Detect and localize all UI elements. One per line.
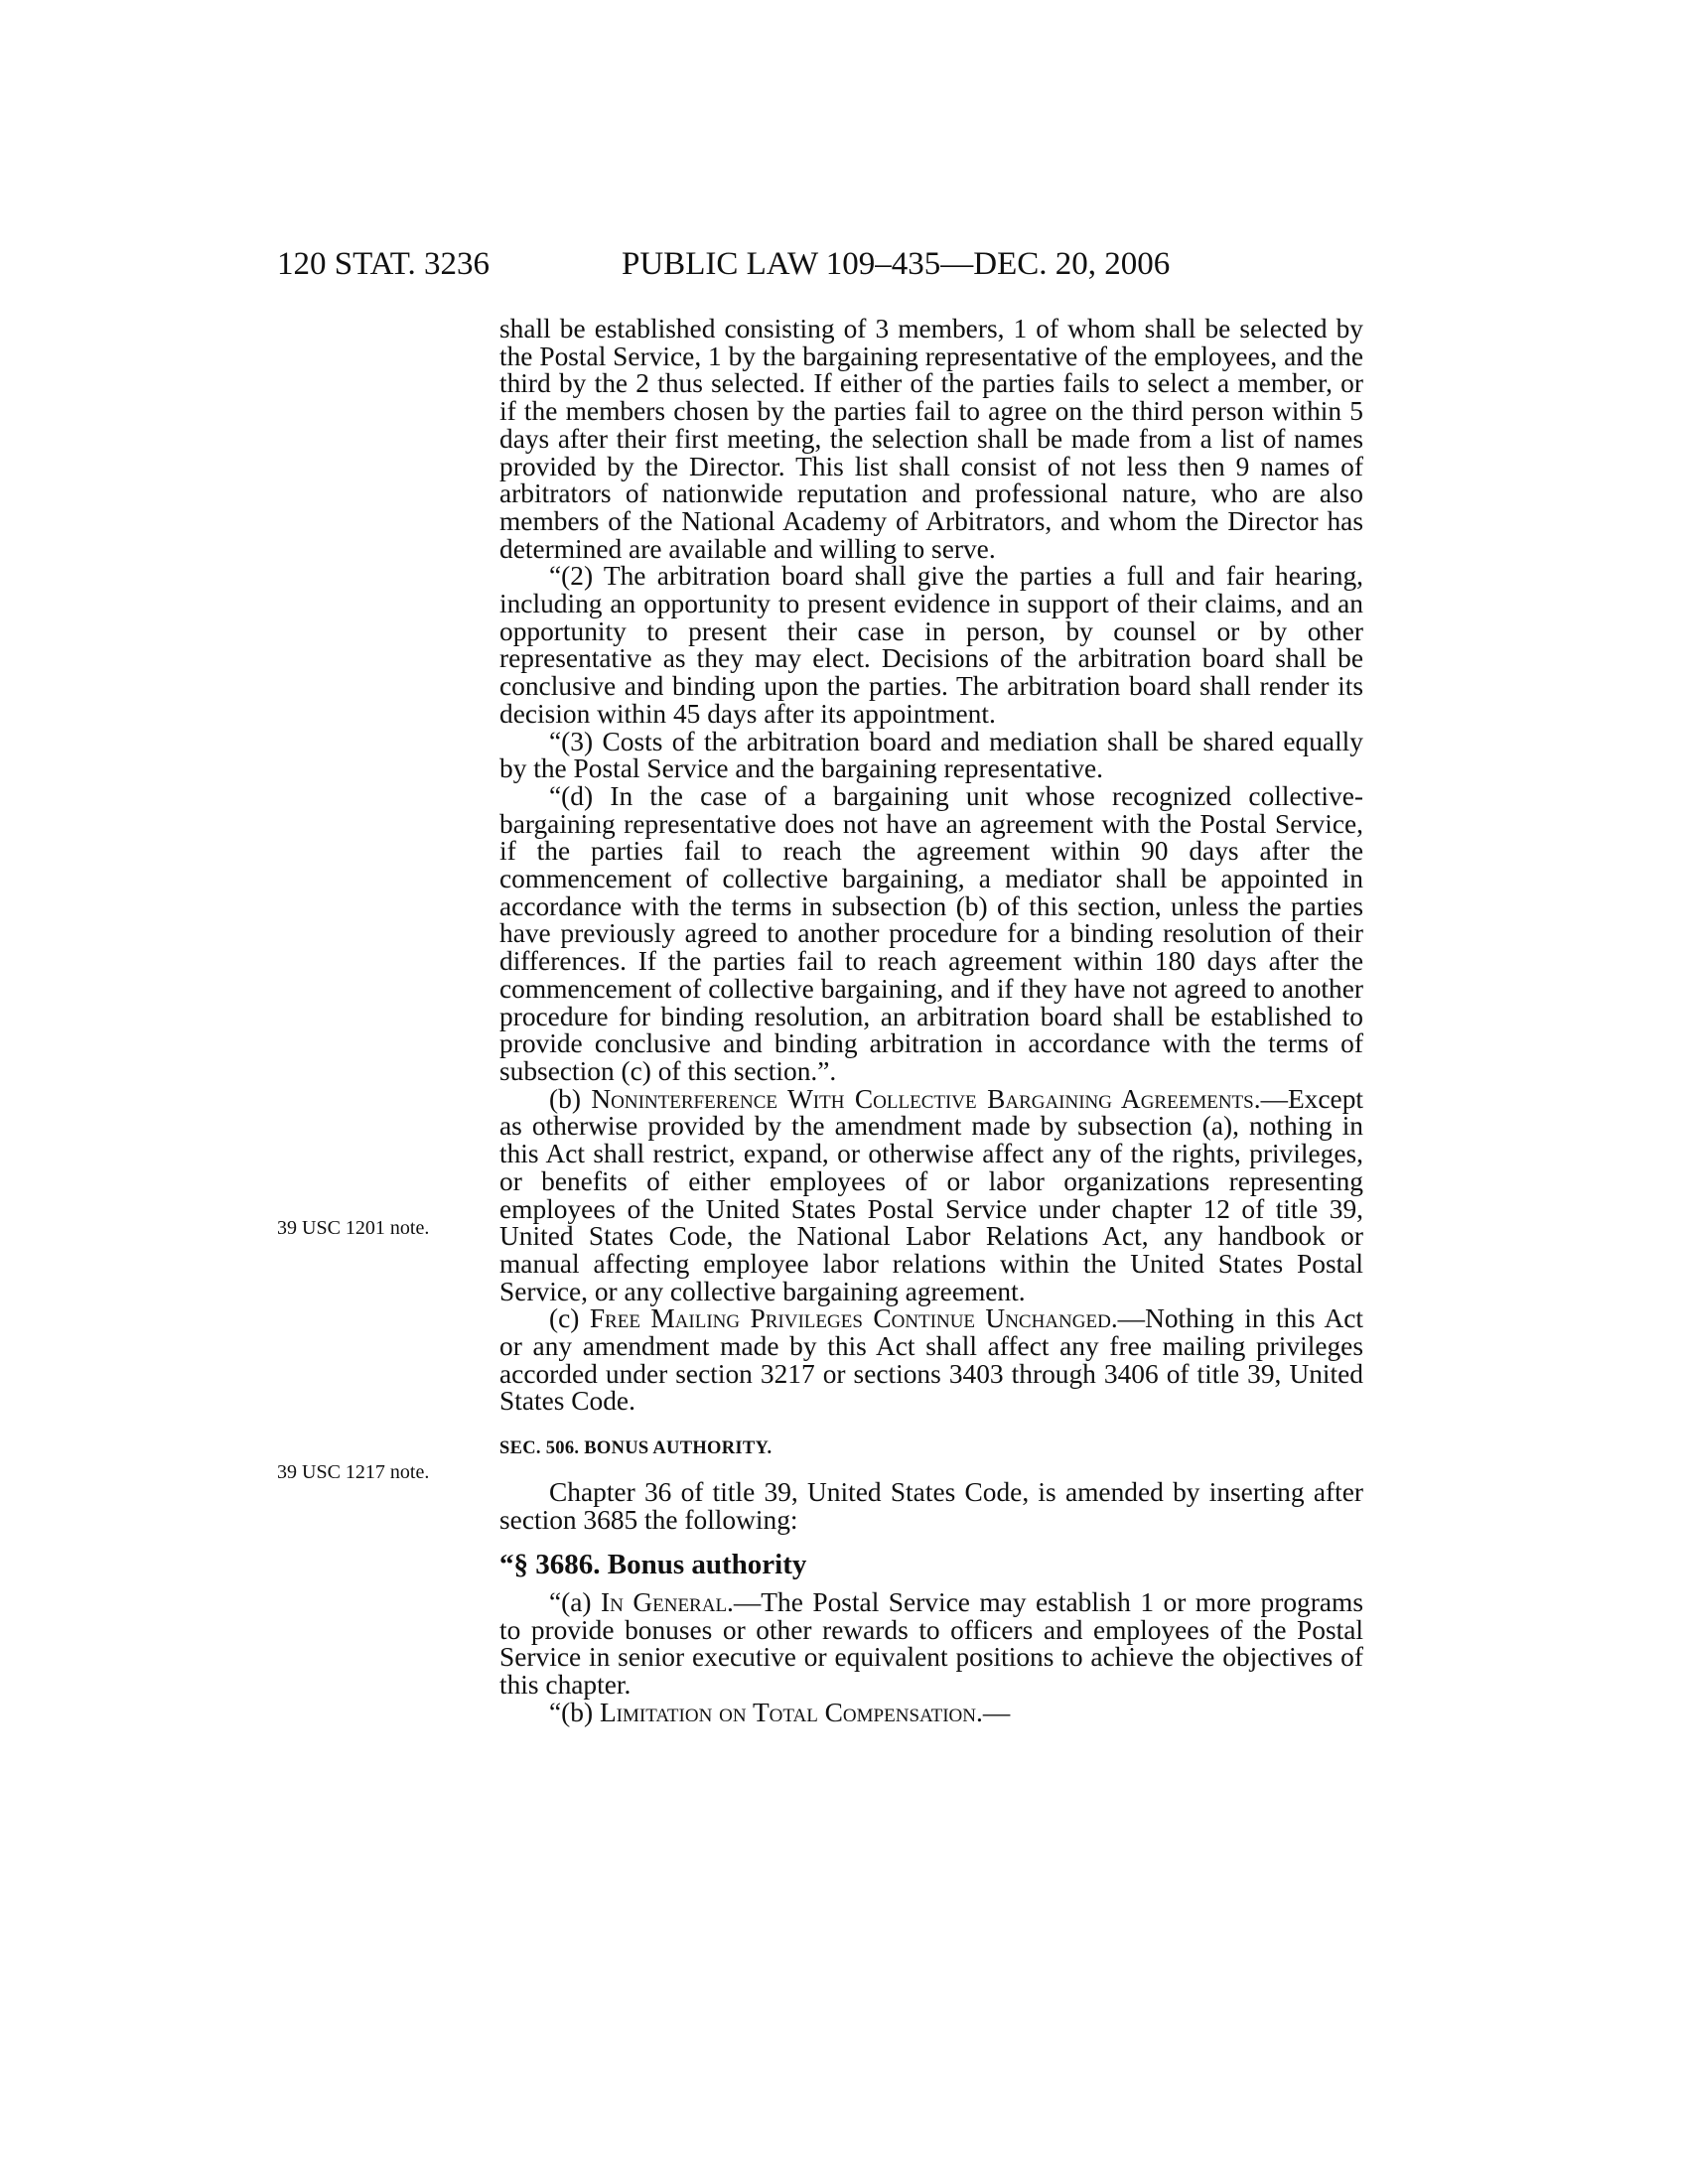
statute-citation: 120 STAT. 3236 [277,246,491,282]
paragraph-caption: In General. [601,1586,734,1617]
paragraph-lead: “(b) [549,1697,600,1727]
section-heading: SEC. 506. BONUS AUTHORITY. [499,1438,773,1459]
margin-note-1217: 39 USC 1217 note. [277,1461,430,1483]
paragraph-text: — [982,1697,1011,1727]
paragraph-text: —The Postal Service may establish 1 or more programs to provide bonuses or other rewards to officers and employees of the Postal Service in senior executive or equivalent positions to achieve the objectives of this chapter. [499,1586,1363,1701]
paragraph-hearing: “(2) The arbitration board shall give the parties a full and fair hearing, including an opportunity to present evidence in support of their claims, and an opportunity to present their case in person, by counsel or by other representative as they may elect. Decisions of the arbitration board shall be conclusive and binding upon the parties. The arbitration board shall render its decision within 45 days after its appointment. [499,561,1363,729]
paragraph-text: —Except as otherwise provided by the amendment made by subsection (a), nothing in this Act shall restrict, expand, or otherwise affect any of the rights, privileges, or benefits of either employees of or labor organizations representing employees of the United States Postal Service under chapter 12 of title 39, United States Code, the National Labor Relations Act, any handbook or manual affecting employee labor relations within the United States Postal Service, or any collective bargaining agreement. [499,1083,1363,1306]
paragraph-noninterference [499,1083,1363,1306]
paragraph-costs: “(3) Costs of the arbitration board and mediation shall be shared equally by the Postal Service and the bargaining representative. [499,726,1363,784]
paragraph-text: —Nothing in this Act or any amendment made by this Act shall affect any free mailing privileges accorded under section 3217 or sections 3403 through 3406 of title 39, United States Code. [499,1303,1363,1417]
paragraph-limitation [499,1697,1363,1727]
subsection-heading: “§ 3686. Bonus authority [499,1549,807,1581]
paragraph-subsection-d: “(d) In the case of a bargaining unit whose recognized collective-bargaining representative does not have an agreement with the Postal Service, if the parties fail to reach the agreement within 90 days after the commencement of collective bargaining, a mediator shall be appointed in accordance with the terms in subsection (b) of this section, unless the parties have previously agreed to another procedure for a binding resolution of their differences. If the parties fail to reach agreement within 180 days after the commencement of collective bargaining, and if they have not agreed to another procedure for binding resolution, an arbitration board shall be established to provide conclusive and binding arbitration in accordance with the terms of subsection (c) of this section.”. [499,780,1363,1086]
paragraph-lead: (b) [549,1083,592,1114]
paragraph-amendment: Chapter 36 of title 39, United States Code, is amended by inserting after section 3685 the following: [499,1476,1363,1535]
paragraph-in-general [499,1586,1363,1701]
paragraph-caption: Limitation on Total Compensation. [599,1697,983,1727]
paragraph-caption: Noninterference With Collective Bargaining Agreements. [591,1083,1261,1114]
paragraph-free-mailing [499,1305,1363,1416]
margin-note-1201: 39 USC 1201 note. [277,1217,430,1239]
public-law-title: PUBLIC LAW 109–435—DEC. 20, 2006 [622,246,1171,282]
paragraph-lead: (c) [549,1303,590,1334]
paragraph-arbitration-board: shall be established consisting of 3 members, 1 of whom shall be selected by the Postal Service, 1 by the bargaining representative of the employees, and the third by the 2 thus selected. If either of the parties fails to select a member, or if the members chosen by the parties fail to agree on the third person within 5 days after their first meeting, the selection shall be made from a list of names provided by the Director. This list shall consist of not less then 9 names of arbitrators of nationwide reputation and professional nature, who are also members of the National Academy of Arbitrators, and whom the Director has determined are available and willing to serve. [499,314,1363,564]
body-text [499,316,1363,1726]
paragraph-caption: Free Mailing Privileges Continue Unchanged. [589,1303,1118,1334]
paragraph-lead: “(a) [549,1586,602,1617]
page-header [0,246,1688,286]
